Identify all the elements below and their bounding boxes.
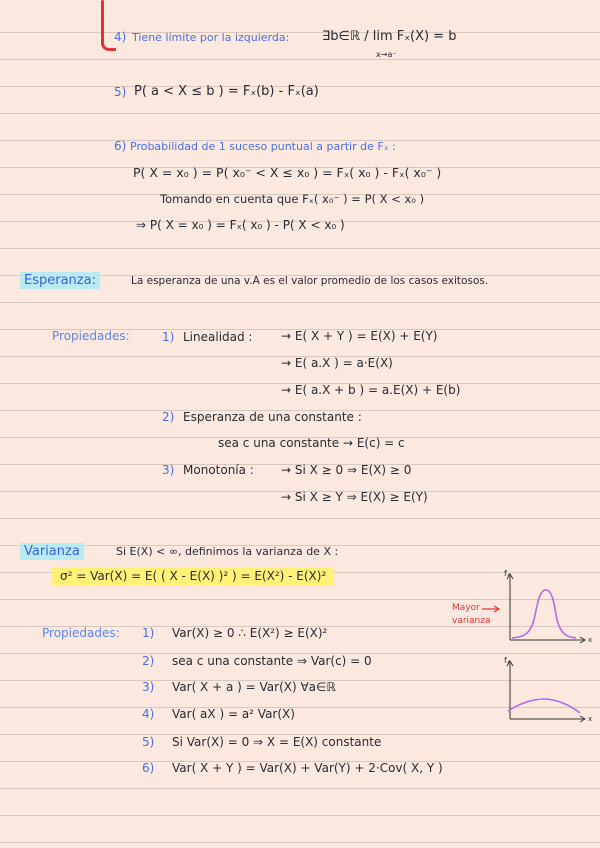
esp-p2-title: Esperanza de una constante : (183, 410, 362, 424)
esperanza-title: Esperanza: (20, 272, 100, 289)
esp-p1-number: 1) (162, 330, 175, 344)
esp-p1-line3: → E( a.X + b ) = a.E(X) + E(b) (281, 383, 461, 397)
esperanza-props-label: Propiedades: (52, 329, 130, 343)
narrow-density-graph (500, 570, 596, 646)
prop4-text: Tiene límite por la izquierda: (132, 31, 290, 44)
graph1-ylabel: fₓ (504, 570, 511, 578)
esp-p3-title: Monotonía : (183, 463, 254, 477)
varianza-formula: σ² = Var(X) = E( ( X - E(X) )² ) = E(X²) - E(X)² (52, 567, 334, 585)
esp-p1-line1: → E( X + Y ) = E(X) + E(Y) (281, 329, 438, 343)
var-prop-text: Var( aX ) = a² Var(X) (172, 707, 295, 721)
prop4-limit-sub: x→a⁻ (376, 50, 397, 59)
var-prop-text: Var( X + Y ) = Var(X) + Var(Y) + 2·Cov( X, Y ) (172, 761, 443, 775)
prop4-number: 4) (114, 30, 127, 44)
var-prop-text: sea c una constante ⇒ Var(c) = 0 (172, 654, 372, 668)
var-prop-text: Si Var(X) = 0 ⇒ X = E(X) constante (172, 735, 382, 749)
esp-p2-line1: sea c una constante → E(c) = c (218, 436, 405, 450)
prop4-formula: ∃b∈ℝ / lim Fₓ(X) = b (322, 29, 457, 44)
var-prop-number: 5) (142, 735, 155, 749)
varianza-intro: Si E(X) < ∞, definimos la varianza de X : (116, 545, 339, 558)
var-prop-number: 1) (142, 626, 155, 640)
esp-p1-title: Linealidad : (183, 330, 253, 344)
mayor-varianza-note: Mayor varianza (452, 603, 491, 626)
esp-p2-number: 2) (162, 410, 175, 424)
prop6-number: 6) (114, 139, 127, 153)
var-prop-text: Var(X) ≥ 0 ∴ E(X²) ≥ E(X)² (172, 626, 328, 640)
var-prop-number: 3) (142, 680, 155, 694)
esp-p3-line1: → Si X ≥ 0 ⇒ E(X) ≥ 0 (281, 463, 412, 477)
esperanza-definition: La esperanza de una v.A es el valor promedio de los casos exitosos. (131, 275, 489, 287)
var-prop-number: 6) (142, 761, 155, 775)
prop5-number: 5) (114, 85, 127, 99)
prop6-text: Probabilidad de 1 suceso puntual a partir de Fₓ : (130, 140, 396, 153)
wide-density-graph (500, 655, 596, 725)
graph2-ylabel: fₓ (504, 656, 511, 665)
graph1-xlabel: x (588, 636, 593, 644)
prop6-line2: Tomando en cuenta que Fₓ( x₀⁻ ) = P( X < x₀ ) (160, 192, 425, 206)
prop6-line3: ⇒ P( X = x₀ ) = Fₓ( x₀ ) - P( X < x₀ ) (136, 218, 345, 232)
esp-p1-line2: → E( a.X ) = a·E(X) (281, 356, 393, 370)
var-prop-number: 2) (142, 654, 155, 668)
graph2-xlabel: x (588, 715, 593, 723)
varianza-title: Varianza (20, 543, 84, 560)
esp-p3-line2: → Si X ≥ Y ⇒ E(X) ≥ E(Y) (281, 490, 428, 504)
var-prop-text: Var( X + a ) = Var(X) ∀a∈ℝ (172, 680, 336, 694)
esp-p3-number: 3) (162, 463, 175, 477)
varianza-props-label: Propiedades: (42, 626, 120, 640)
prop5-formula: P( a < X ≤ b ) = Fₓ(b) - Fₓ(a) (134, 84, 319, 99)
var-prop-number: 4) (142, 707, 155, 721)
prop6-line1: P( X = x₀ ) = P( x₀⁻ < X ≤ x₀ ) = Fₓ( x₀ ) - Fₓ( x₀⁻ ) (133, 165, 442, 180)
